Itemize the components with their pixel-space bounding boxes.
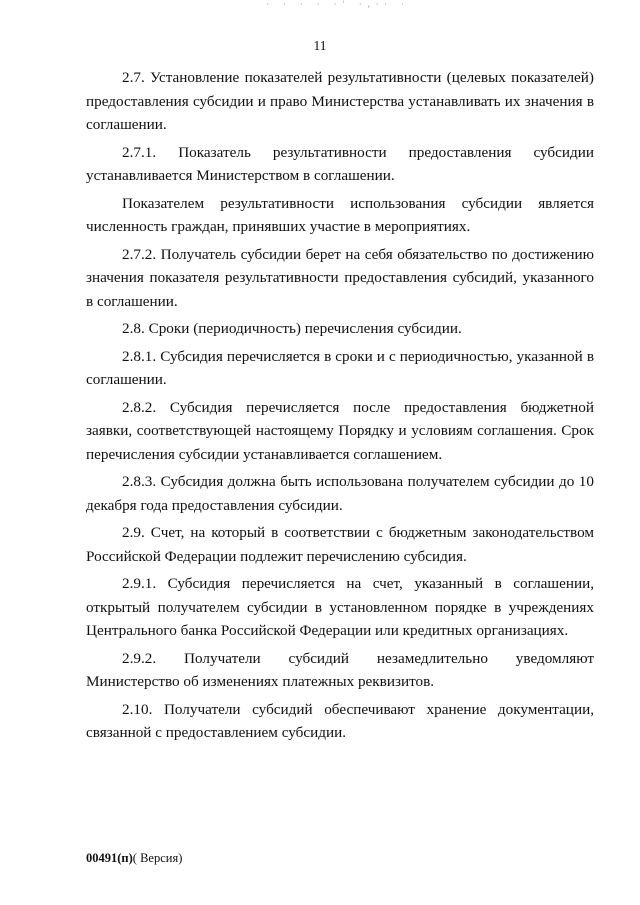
- paragraph-2-7: 2.7. Установление показателей результативности (целевых показателей) предоставления субсидии и право Министерства устанавливать их значения в соглашении.: [86, 69, 594, 133]
- paragraph-2-9-2: 2.9.2. Получатели субсидий незамедлительно уведомляют Министерство об изменениях платежных реквизитов.: [86, 649, 594, 690]
- paragraph-indicator: Показателем результативности использования субсидии является численность граждан, принявших участие в мероприятиях.: [86, 194, 594, 235]
- page-number: 11: [313, 38, 327, 53]
- paragraph-2-7-1: 2.7.1. Показатель результативности предоставления субсидии устанавливается Министерством в соглашении.: [86, 143, 594, 184]
- paragraph-2-9: 2.9. Счет, на который в соответствии с бюджетным законодательством Российской Федерации подлежит перечислению субсидия.: [86, 524, 594, 565]
- paragraph-2-9-1: 2.9.1. Субсидия перечисляется на счет, указанный в соглашении, открытый получателем субсидии в установленном порядке в учреждениях Центрального банка Российской Федерации или кредитных организациях.: [86, 575, 594, 639]
- document-version: ( Версия): [132, 851, 183, 865]
- paragraph-2-8: 2.8. Сроки (периодичность) перечисления субсидии.: [122, 320, 462, 337]
- paragraph-2-8-1: 2.8.1. Субсидия перечисляется в сроки и с периодичностью, указанной в соглашении.: [86, 347, 594, 388]
- paragraph-2-7-2: 2.7.2. Получатель субсидии берет на себя обязательство по достижению значения показателя результативности предоставления субсидий, указанного в соглашении.: [86, 245, 594, 310]
- scan-artifact: · · · · ·' ·,·· ·: [265, 0, 409, 10]
- document-body: [86, 66, 594, 749]
- paragraph-2-10: 2.10. Получатели субсидий обеспечивают хранение документации, связанной с предоставлением субсидии.: [86, 700, 594, 741]
- document-code: 00491(п): [86, 851, 133, 865]
- document-footer: [86, 851, 182, 866]
- paragraph-2-8-3: 2.8.3. Субсидия должна быть использована получателем субсидии до 10 декабря года предоставления субсидии.: [86, 473, 594, 514]
- paragraph-2-8-2: 2.8.2. Субсидия перечисляется после предоставления бюджетной заявки, соответствующей настоящему Порядку и условиям соглашения. Срок перечисления субсидии устанавливается соглашением.: [86, 398, 594, 463]
